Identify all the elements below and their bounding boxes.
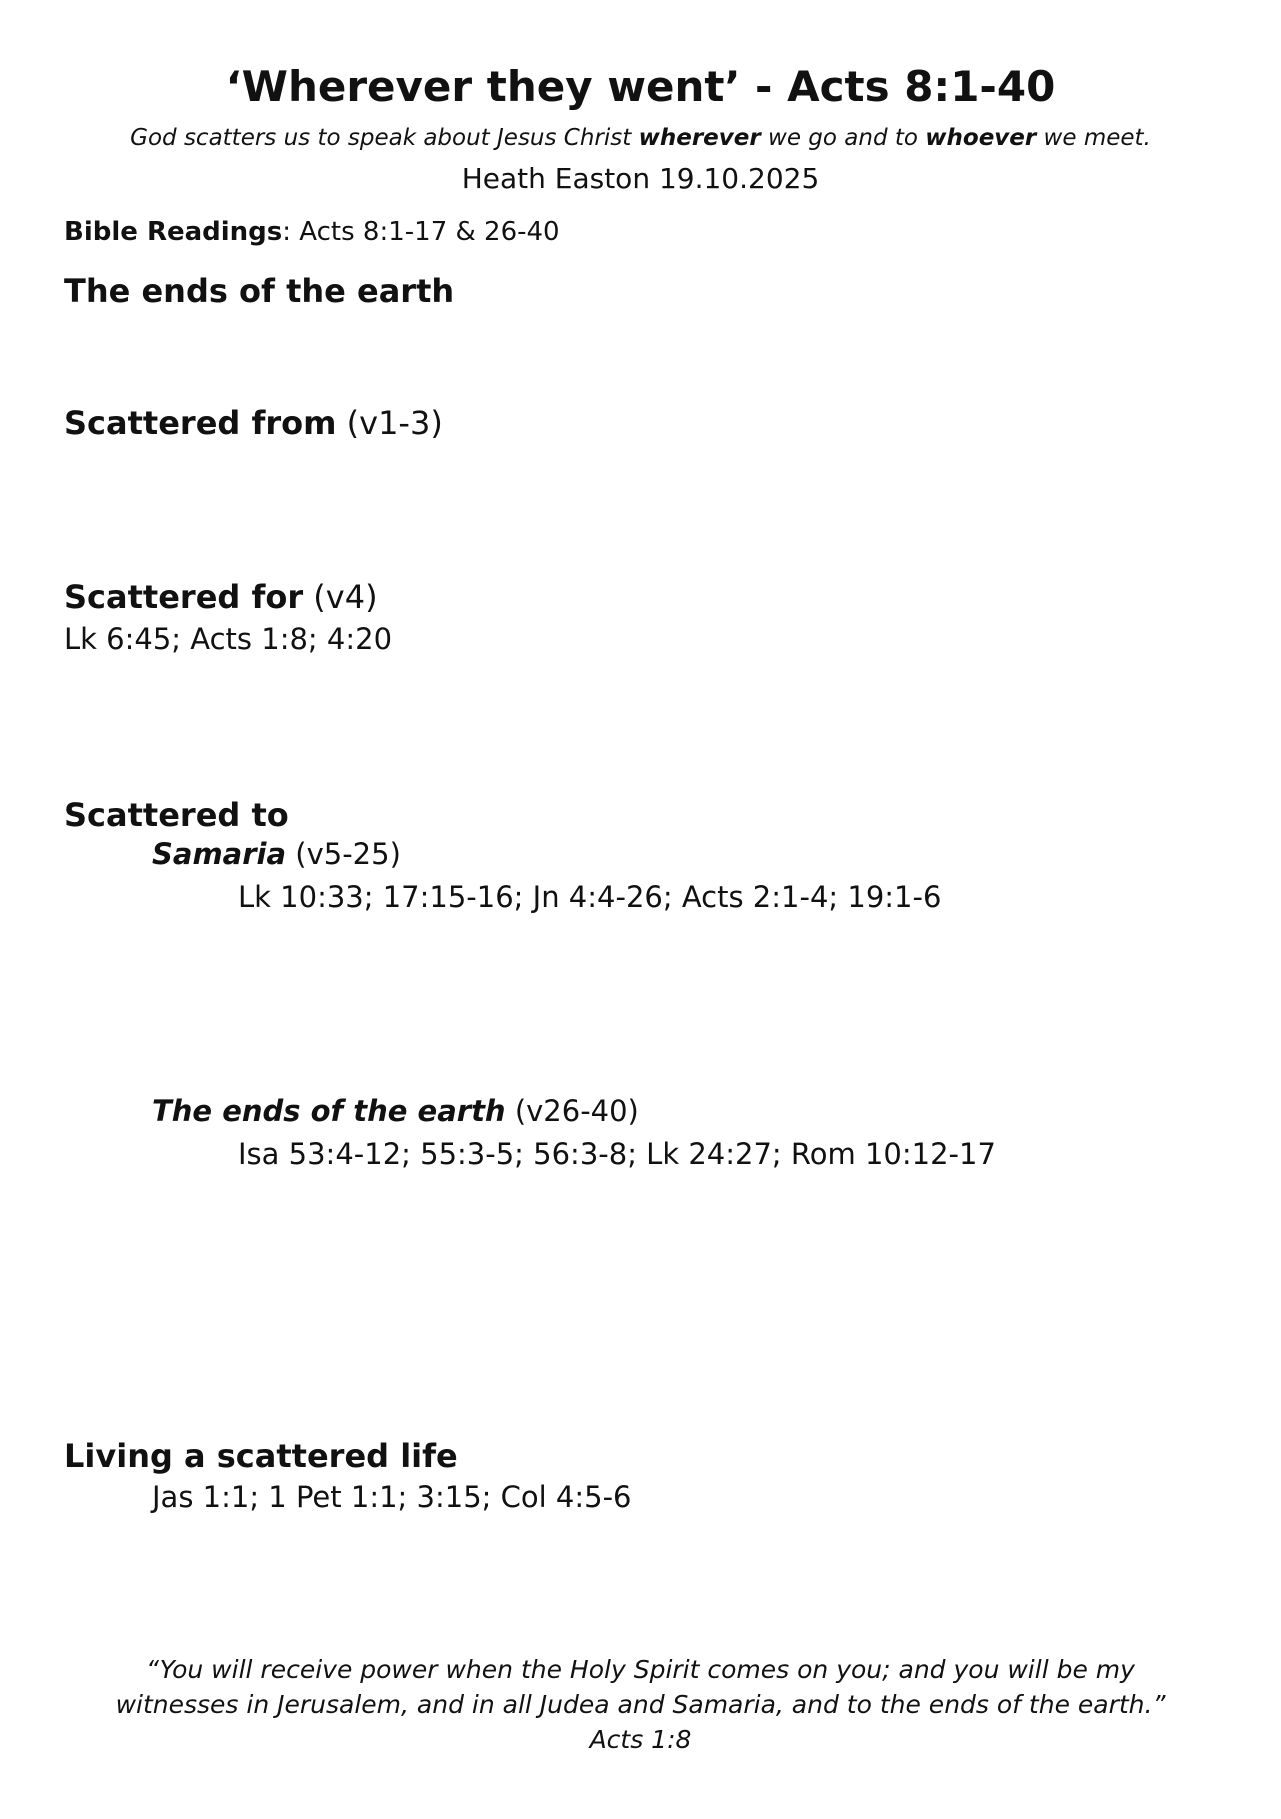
footer-quote-line-2: witnesses in Jerusalem, and in all Judea and Samaria, and to the ends of the earth.” xyxy=(115,1690,1166,1719)
samaria-refs: Lk 10:33; 17:15-16; Jn 4:4-26; Acts 2:1-4; 19:1-6 xyxy=(238,880,942,914)
ends-of-earth-refs: Isa 53:4-12; 55:3-5; 56:3-8; Lk 24:27; Rom 10:12-17 xyxy=(238,1137,996,1171)
preacher-date: Heath Easton 19.10.2025 xyxy=(461,162,820,195)
heading-scattered-from-text: Scattered from xyxy=(64,404,337,442)
heading-ends-of-earth xyxy=(64,272,454,310)
footer-quote-citation: Acts 1:8 xyxy=(589,1725,692,1754)
ends-of-earth-subheading xyxy=(152,1094,639,1128)
samaria-subheading xyxy=(152,837,401,871)
scattered-for-refs: Lk 6:45; Acts 1:8; 4:20 xyxy=(64,622,393,656)
ends-of-earth-verses: (v26-40) xyxy=(514,1094,639,1128)
subtitle-part-1: God scatters us to speak about Jesus Christ xyxy=(130,125,639,151)
bible-readings-passages: Acts 8:1-17 & 26-40 xyxy=(299,217,560,247)
heading-scattered-for-text: Scattered for xyxy=(64,578,304,616)
bible-readings xyxy=(64,217,560,247)
heading-scattered-for xyxy=(64,578,378,616)
subtitle-emphasis-wherever: wherever xyxy=(638,125,761,151)
heading-living-scattered-life-text: Living a scattered life xyxy=(64,1437,458,1475)
subtitle-part-5: we meet. xyxy=(1036,125,1151,151)
samaria-label: Samaria xyxy=(152,837,287,871)
bible-readings-label: Bible Readings xyxy=(64,217,283,247)
heading-scattered-to xyxy=(64,796,289,834)
footer-quote-line-1: “You will receive power when the Holy Spirit comes on you; and you will be my xyxy=(146,1655,1135,1684)
subtitle-emphasis-whoever: whoever xyxy=(925,125,1037,151)
bible-readings-colon: : xyxy=(282,217,292,247)
heading-scattered-to-text: Scattered to xyxy=(64,796,289,834)
heading-living-scattered-life xyxy=(64,1437,458,1475)
scattered-for-verses: (v4) xyxy=(313,578,378,616)
subtitle-part-3: we go and to xyxy=(760,125,926,151)
subtitle xyxy=(0,125,1281,151)
heading-ends-of-earth-text: The ends of the earth xyxy=(64,272,455,310)
samaria-verses: (v5-25) xyxy=(295,837,401,871)
scattered-life-refs: Jas 1:1; 1 Pet 1:1; 3:15; Col 4:5-6 xyxy=(152,1480,632,1514)
page-title: ‘Wherever they went’ - Acts 8:1-40 xyxy=(225,62,1056,111)
ends-of-earth-label: The ends of the earth xyxy=(152,1094,506,1128)
heading-scattered-from xyxy=(64,404,443,442)
scattered-from-verses: (v1-3) xyxy=(346,404,443,442)
